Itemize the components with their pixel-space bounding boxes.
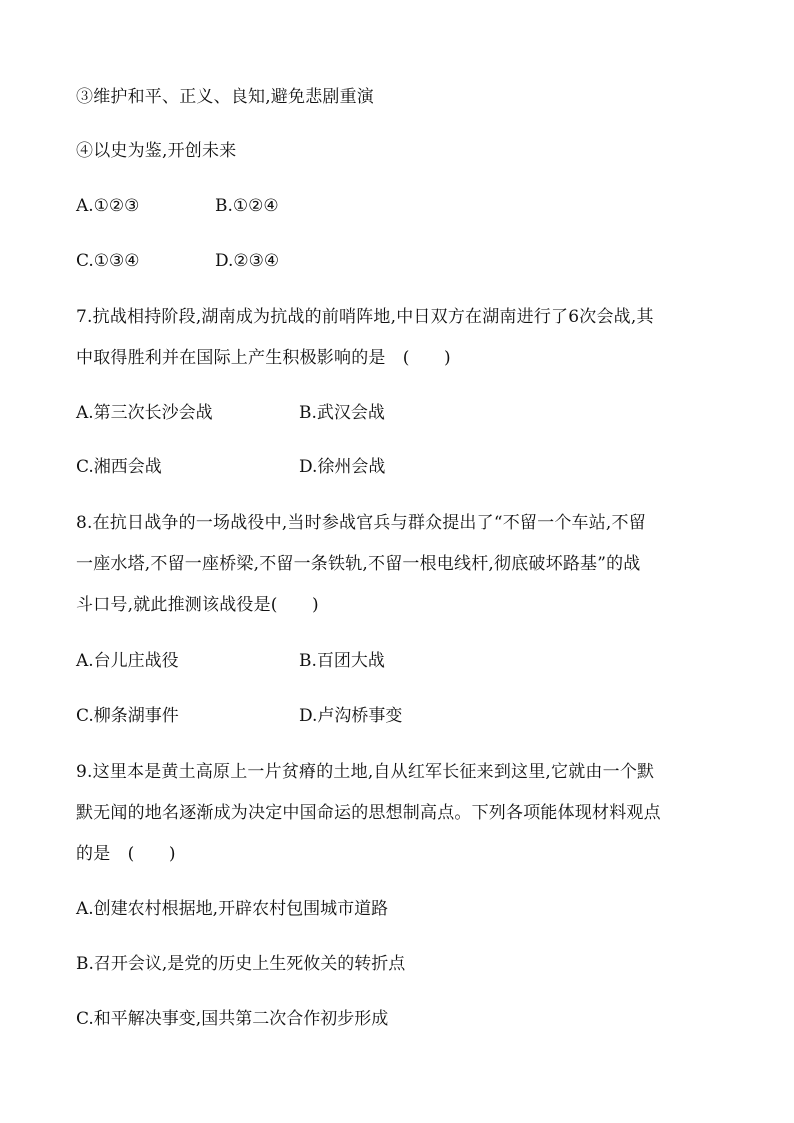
q6-option-c: C.①③④ bbox=[76, 251, 140, 271]
q6-option-d: D.②③④ bbox=[215, 251, 280, 271]
q7-option-a: A.第三次长沙会战 bbox=[76, 403, 213, 423]
q9-stem-line-1: 9.这里本是黄土高原上一片贫瘠的土地,自从红军长征来到这里,它就由一个默 bbox=[76, 762, 655, 782]
q9-option-a: A.创建农村根据地,开辟农村包围城市道路 bbox=[76, 899, 389, 919]
q8-option-d: D.卢沟桥事变 bbox=[299, 706, 403, 726]
q8-option-a: A.台儿庄战役 bbox=[76, 651, 179, 671]
q9-option-b: B.召开会议,是党的历史上生死攸关的转折点 bbox=[76, 954, 406, 974]
q7-stem-line-1: 7.抗战相持阶段,湖南成为抗战的前哨阵地,中日双方在湖南进行了6次会战,其 bbox=[76, 307, 654, 327]
q6-option-b: B.①②④ bbox=[215, 196, 279, 216]
q9-stem-line-3: 的是 ( ) bbox=[76, 844, 176, 864]
q7-option-d: D.徐州会战 bbox=[299, 457, 386, 477]
q7-option-c: C.湘西会战 bbox=[76, 457, 162, 477]
q8-option-b: B.百团大战 bbox=[299, 651, 385, 671]
q8-option-c: C.柳条湖事件 bbox=[76, 706, 179, 726]
q9-option-c: C.和平解决事变,国共第二次合作初步形成 bbox=[76, 1009, 389, 1029]
q8-stem-line-2: 一座水塔,不留一座桥梁,不留一条铁轨,不留一根电线杆,彻底破坏路基”的战 bbox=[76, 554, 641, 574]
q6-item-4: ④以史为鉴,开创未来 bbox=[76, 141, 237, 161]
q7-stem-line-2: 中取得胜利并在国际上产生积极影响的是 ( ) bbox=[76, 348, 451, 368]
q8-stem-line-1: 8.在抗日战争的一场战役中,当时参战官兵与群众提出了“不留一个车站,不留 bbox=[76, 513, 646, 533]
q6-option-a: A.①②③ bbox=[76, 196, 140, 216]
q9-stem-line-2: 默无闻的地名逐渐成为决定中国命运的思想制高点。下列各项能体现材料观点 bbox=[76, 803, 661, 823]
q7-option-b: B.武汉会战 bbox=[299, 403, 385, 423]
q8-stem-line-3: 斗口号,就此推测该战役是( ) bbox=[76, 595, 319, 615]
q6-item-3: ③维护和平、正义、良知,避免悲剧重演 bbox=[76, 87, 375, 107]
